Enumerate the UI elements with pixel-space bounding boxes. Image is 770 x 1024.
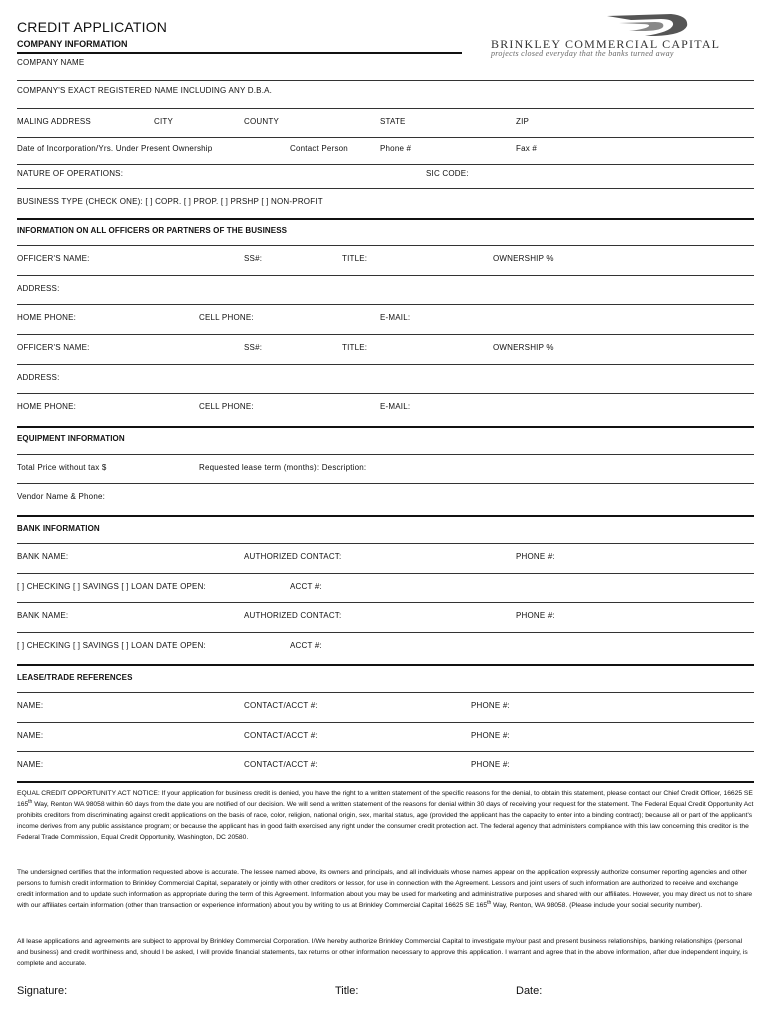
reference-contact-label: CONTACT/ACCT #: (244, 701, 318, 710)
reference-contact-label: CONTACT/ACCT #: (244, 760, 318, 769)
sic-code-label: SIC CODE: (426, 169, 469, 178)
authorization-paragraph: All lease applications and agreements are subject to approval by Brinkley Commercial Corporation. I/We hereby authorize Brinkley Commercial Capital to investigate my/our past and present business relationships, banking relationships (personal and business) and credit worthiness and, should I be asked, I will provide financial statements, tax returns or other information necessary to approve this application. I warrant and agree that in the above information, after due independent inquiry, is complete and accurate. (17, 938, 748, 967)
section-divider (17, 515, 754, 517)
officer-address-field[interactable] (17, 393, 754, 394)
operations-field[interactable] (17, 188, 754, 189)
officer-address-label: ADDRESS: (17, 373, 60, 382)
officer-phone-field[interactable] (17, 334, 754, 335)
company-logo (473, 10, 755, 56)
state-label: STATE (380, 117, 406, 126)
reference-phone-label: PHONE #: (471, 731, 510, 740)
bank-phone-label: PHONE #: (516, 552, 555, 561)
officer-title-label: TITLE: (342, 254, 368, 263)
mailing-address-label: MALING ADDRESS (17, 117, 91, 126)
bank-name-label: BANK NAME: (17, 552, 69, 561)
bank-name-field[interactable] (17, 632, 754, 633)
section-divider (17, 781, 754, 783)
bank-name-label: BANK NAME: (17, 611, 69, 620)
section-heading-equipment: EQUIPMENT INFORMATION (17, 434, 125, 443)
officer-name-label: OFFICER'S NAME: (17, 343, 90, 352)
cell-phone-label: CELL PHONE: (199, 402, 254, 411)
signature-date-label: Date: (516, 985, 543, 997)
equipment-field[interactable] (17, 483, 754, 484)
county-label: COUNTY (244, 117, 279, 126)
logo-tagline: projects closed everyday that the banks turned away (491, 49, 674, 58)
officer-address-label: ADDRESS: (17, 284, 60, 293)
logo-brand-text: BRINKLEY COMMERCIAL CAPITAL (491, 37, 721, 51)
ownership-label: OWNERSHIP % (493, 343, 554, 352)
section-divider (17, 426, 754, 428)
ecoa-notice: EQUAL CREDIT OPPORTUNITY ACT NOTICE: If your application for business credit is denied, you have the right to a written statement of the specific reasons for the denial, to obtain this statement, please contact our Chief Credit Officer, 16625 SE 165th Way, Renton WA 98058 within 60 days from the date you are notified of our decision. We will send a written statement of the reasons for denial within 30 days of receiving your request for the statement. The Federal Equal Credit Opportunity Act prohibits creditors from discriminating against credit applications on the basis of race, color, religion, national origin, sex, marital status, age (provided the applicant has the capacity to enter into a binding contract); because all or part of the applicant's income derives from any public assistance program; or because the applicant has in good faith exercised any right under the consumer credit protection act. The federal agency that administers compliance with this law concerning this creditor is the Federal Trade Commission, Equal Credit Opportunity, Washington, DC 20580. (17, 790, 754, 841)
registered-name-field[interactable] (17, 108, 754, 109)
reference-name-label: NAME: (17, 701, 44, 710)
officer-address-field[interactable] (17, 304, 754, 305)
section-divider (17, 218, 754, 220)
account-type-label[interactable]: [ ] CHECKING [ ] SAVINGS [ ] LOAN DATE OPEN: (17, 641, 206, 650)
total-price-label: Total Price without tax $ (17, 463, 107, 472)
credit-application-form (17, 0, 754, 1024)
section-rule (17, 543, 754, 544)
section-heading-bank: BANK INFORMATION (17, 524, 100, 533)
address-field[interactable] (17, 137, 754, 138)
account-type-label[interactable]: [ ] CHECKING [ ] SAVINGS [ ] LOAN DATE OPEN: (17, 582, 206, 591)
zip-label: ZIP (516, 117, 530, 126)
bank-name-field[interactable] (17, 573, 754, 574)
incorporation-field[interactable] (17, 164, 754, 165)
registered-name-label: COMPANY'S EXACT REGISTERED NAME INCLUDING ANY D.B.A. (17, 86, 273, 95)
section-rule (17, 692, 754, 693)
header-divider (17, 52, 462, 54)
reference-phone-label: PHONE #: (471, 701, 510, 710)
authorized-contact-label: AUTHORIZED CONTACT: (244, 611, 342, 620)
account-field[interactable] (17, 602, 754, 603)
ownership-label: OWNERSHIP % (493, 254, 554, 263)
section-heading-officers: INFORMATION ON ALL OFFICERS OR PARTNERS OF THE BUSINESS (17, 226, 288, 235)
section-rule (17, 245, 754, 246)
section-heading-company: COMPANY INFORMATION (17, 39, 128, 49)
business-type-label[interactable]: BUSINESS TYPE (CHECK ONE): [ ] COPR. [ ] PROP. [ ] PRSHP [ ] NON-PROFIT (17, 197, 323, 206)
ss-label: SS#: (244, 254, 263, 263)
section-heading-references: LEASE/TRADE REFERENCES (17, 673, 133, 682)
reference-phone-label: PHONE #: (471, 760, 510, 769)
nature-of-operations-label: NATURE OF OPERATIONS: (17, 169, 124, 178)
home-phone-label: HOME PHONE: (17, 402, 77, 411)
company-name-label: COMPANY NAME (17, 58, 85, 67)
reference-name-label: NAME: (17, 731, 44, 740)
authorized-contact-label: AUTHORIZED CONTACT: (244, 552, 342, 561)
section-rule (17, 454, 754, 455)
acct-label: ACCT #: (290, 641, 322, 650)
signature-label: Signature: (17, 985, 68, 997)
certification-paragraph: The undersigned certifies that the information requested above is accurate. The lessee named above, its owners and principals, and all individuals whose names appear on the application expressly authorize consumer reporting agencies and other persons to furnish credit information to Brinkley Commercial Capital, separately or jointly with other creditors or lessor, for use in connection with the Agreement. Lessors and joint users of such information are authorized to receive and exchange credit information and to update such information as appropriate during the term of this Agreement. Information about you may be used for marketing and administrative purposes and shared with our affiliates. However, you may direct us not to share with our affiliates certain information (other than transaction or experience information) about you by writing to us at Brinkley Commercial Capital 16625 SE 165th Way, Renton, WA 98058. (Please include your social security number). (17, 869, 753, 909)
brinkley-logo-icon (601, 10, 697, 38)
company-name-field[interactable] (17, 80, 754, 81)
fax-label: Fax # (516, 144, 538, 153)
officer-title-label: TITLE: (342, 343, 368, 352)
reference-contact-label: CONTACT/ACCT #: (244, 731, 318, 740)
acct-label: ACCT #: (290, 582, 322, 591)
phone-label: Phone # (380, 144, 412, 153)
signature-title-label: Title: (335, 985, 359, 997)
lease-term-label: Requested lease term (months): Description: (199, 463, 367, 472)
vendor-label: Vendor Name & Phone: (17, 492, 106, 501)
reference-name-label: NAME: (17, 760, 44, 769)
email-label: E-MAIL: (380, 313, 411, 322)
home-phone-label: HOME PHONE: (17, 313, 77, 322)
reference-field[interactable] (17, 751, 754, 752)
reference-field[interactable] (17, 722, 754, 723)
city-label: CITY (154, 117, 174, 126)
cell-phone-label: CELL PHONE: (199, 313, 254, 322)
page-title: CREDIT APPLICATION (17, 19, 168, 35)
officer-name-label: OFFICER'S NAME: (17, 254, 90, 263)
ss-label: SS#: (244, 343, 263, 352)
incorporation-label: Date of Incorporation/Yrs. Under Present Ownership (17, 144, 213, 153)
officer-name-field[interactable] (17, 275, 754, 276)
officer-name-field[interactable] (17, 364, 754, 365)
email-label: E-MAIL: (380, 402, 411, 411)
bank-phone-label: PHONE #: (516, 611, 555, 620)
contact-person-label: Contact Person (290, 144, 348, 153)
section-divider (17, 664, 754, 666)
